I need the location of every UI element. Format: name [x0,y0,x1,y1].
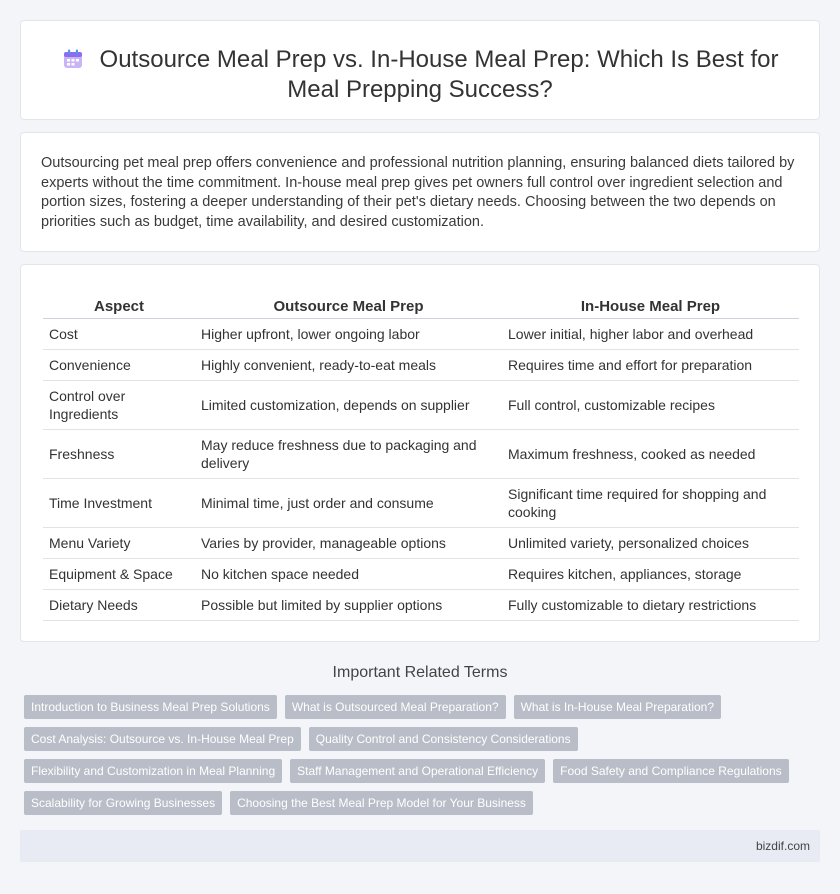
row-aspect: Equipment & Space [43,559,195,590]
header-outsource: Outsource Meal Prep [195,295,502,319]
row-outsource: Possible but limited by supplier options [195,590,502,621]
row-in-house: Full control, customizable recipes [502,381,799,430]
row-aspect: Cost [43,319,195,350]
row-outsource: Minimal time, just order and consume [195,479,502,528]
table-row [43,430,799,479]
row-in-house: Requires time and effort for preparation [502,350,799,381]
table-row [43,479,799,528]
table-row [43,319,799,350]
related-term-link[interactable]: Flexibility and Customization in Meal Planning [24,759,282,783]
row-aspect: Time Investment [43,479,195,528]
table-row [43,559,799,590]
related-term-link[interactable]: What is In-House Meal Preparation? [514,695,721,719]
related-term-link[interactable]: What is Outsourced Meal Preparation? [285,695,506,719]
row-outsource: Highly convenient, ready-to-eat meals [195,350,502,381]
row-in-house: Requires kitchen, appliances, storage [502,559,799,590]
row-outsource: Limited customization, depends on supplier [195,381,502,430]
row-in-house: Significant time required for shopping and cooking [502,479,799,528]
tag-row [24,727,804,751]
header-aspect: Aspect [43,295,195,319]
table-row [43,381,799,430]
header-in-house: In-House Meal Prep [502,295,799,319]
table-header-row [43,295,799,319]
related-terms-title: Important Related Terms [332,664,508,681]
table-row [43,528,799,559]
row-in-house: Unlimited variety, personalized choices [502,528,799,559]
summary-text: Outsourcing pet meal prep offers convenience and professional nutrition planning, ensuring balanced diets tailored by experts without the time commitment. In-house meal prep gives pet owners full control over ingredient selection and portion sizes, fostering a deeper understanding of their pet's dietary needs. Choosing between the two depends on priorities such as budget, time availability, and desired customization. [41,155,795,230]
related-terms-list [24,695,804,823]
related-term-link[interactable]: Introduction to Business Meal Prep Solutions [24,695,277,719]
comparison-table [43,295,799,621]
tag-row [24,791,804,815]
calendar-icon [62,48,84,70]
row-aspect: Dietary Needs [43,590,195,621]
footer-site-link[interactable]: bizdif.com [755,839,810,853]
row-outsource: No kitchen space needed [195,559,502,590]
page-title: Outsource Meal Prep vs. In-House Meal Prep: Which Is Best for Meal Prepping Success? [99,46,779,103]
row-aspect: Menu Variety [43,528,195,559]
row-in-house: Lower initial, higher labor and overhead [502,319,799,350]
row-aspect: Convenience [43,350,195,381]
row-aspect: Control over Ingredients [43,381,195,430]
table-row [43,590,799,621]
title-card [20,20,820,120]
table-row [43,350,799,381]
tag-row [24,695,804,719]
summary-card [20,132,820,252]
row-in-house: Maximum freshness, cooked as needed [502,430,799,479]
row-in-house: Fully customizable to dietary restrictions [502,590,799,621]
related-term-link[interactable]: Food Safety and Compliance Regulations [553,759,788,783]
row-outsource: May reduce freshness due to packaging and delivery [195,430,502,479]
comparison-card [20,264,820,642]
related-term-link[interactable]: Staff Management and Operational Efficiency [290,759,545,783]
row-outsource: Varies by provider, manageable options [195,528,502,559]
related-term-link[interactable]: Scalability for Growing Businesses [24,791,222,815]
footer [20,830,820,862]
related-term-link[interactable]: Choosing the Best Meal Prep Model for Your Business [230,791,533,815]
row-aspect: Freshness [43,430,195,479]
related-term-link[interactable]: Cost Analysis: Outsource vs. In-House Meal Prep [24,727,301,751]
related-term-link[interactable]: Quality Control and Consistency Considerations [309,727,578,751]
page-title-wrap [21,45,819,105]
tag-row [24,759,804,783]
row-outsource: Higher upfront, lower ongoing labor [195,319,502,350]
